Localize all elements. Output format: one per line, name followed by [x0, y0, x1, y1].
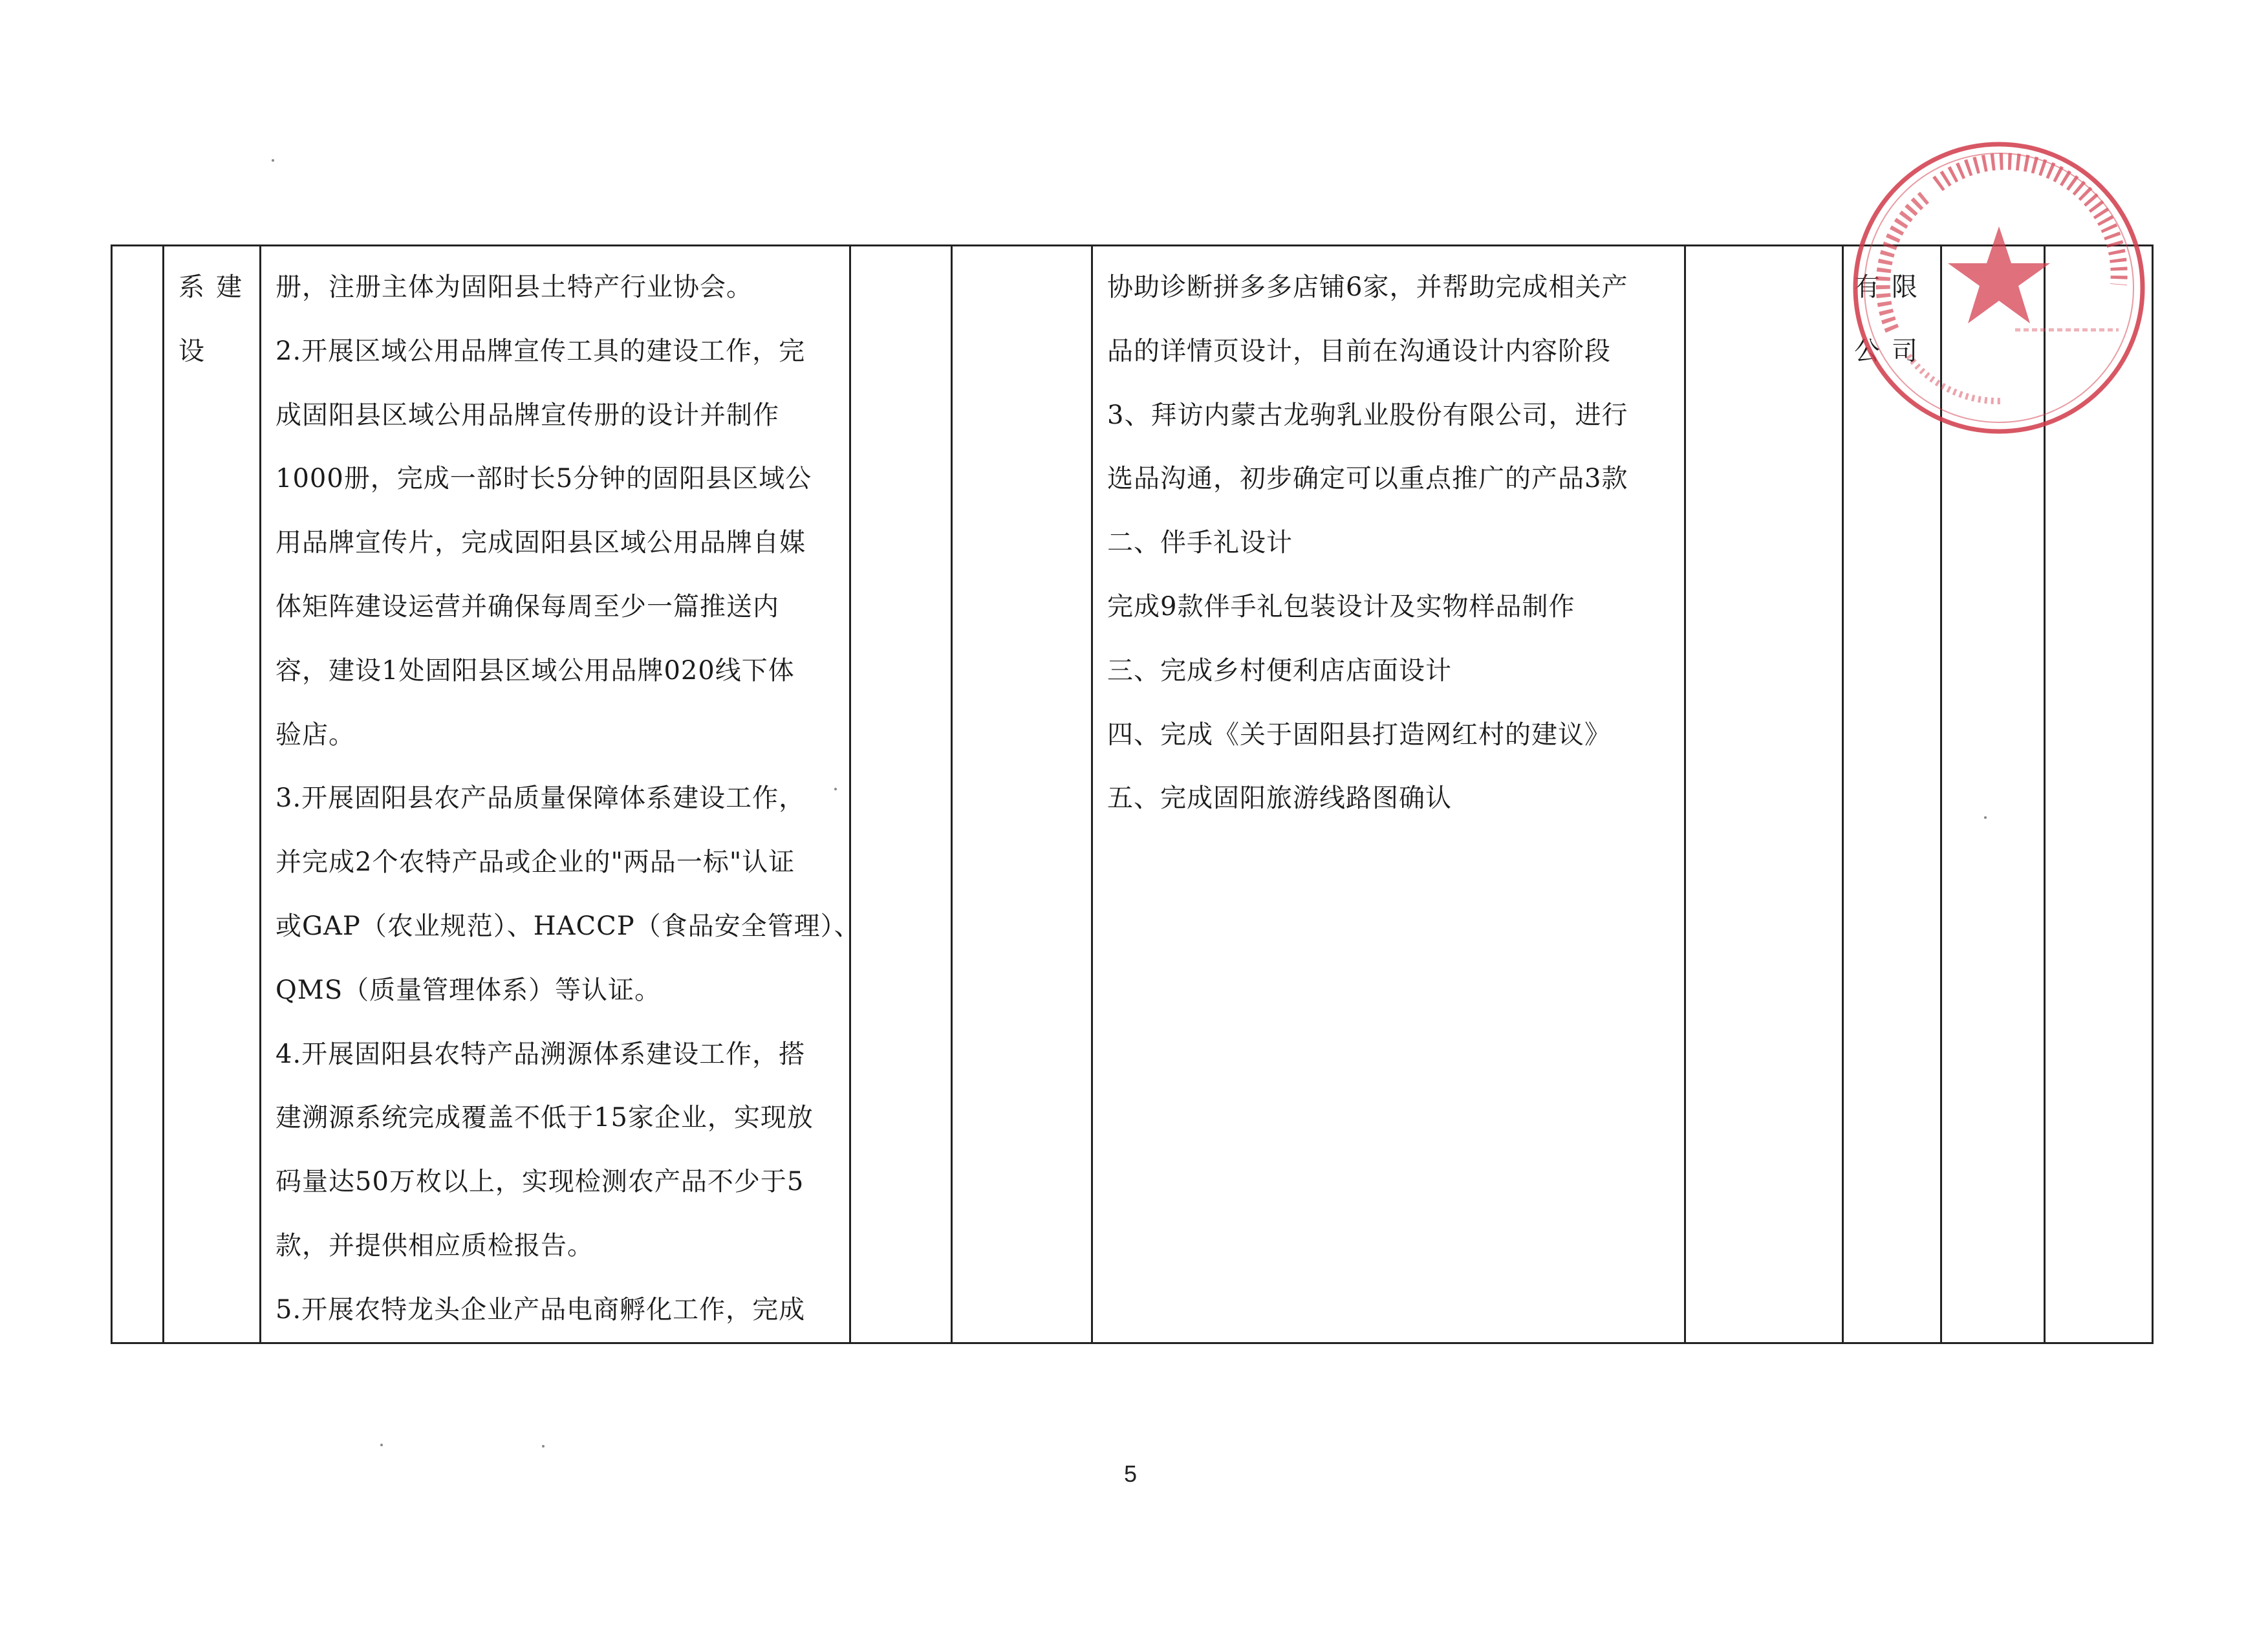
progress-line: 二、伴手礼设计 — [1107, 528, 1293, 558]
category-line: 设 — [178, 336, 216, 366]
task-line: QMS（质量管理体系）等认证。 — [275, 975, 662, 1005]
category-cell — [164, 246, 261, 1343]
task-line: 4.开展固阳县农特产品溯源体系建设工作，搭 — [275, 1039, 806, 1069]
empty-cell — [952, 246, 1092, 1343]
scan-speck — [272, 159, 274, 162]
progress-line: 协助诊断拼多多店铺6家，并帮助完成相关产 — [1107, 272, 1628, 302]
task-line: 验店。 — [275, 719, 355, 750]
category-line: 系建 — [178, 272, 254, 302]
task-line: 册，注册主体为固阳县土特产行业协会。 — [275, 272, 753, 302]
task-line: 1000册，完成一部时长5分钟的固阳县区域公 — [275, 464, 812, 494]
table-row — [112, 246, 2153, 1343]
unit-line: 有限 — [1854, 272, 1929, 302]
progress-line: 品的详情页设计，目前在沟通设计内容阶段 — [1107, 336, 1611, 366]
progress-cell — [1092, 246, 1685, 1343]
progress-line: 选品沟通，初步确定可以重点推广的产品3款 — [1107, 464, 1628, 494]
task-line: 款，并提供相应质检报告。 — [275, 1230, 594, 1261]
progress-line: 四、完成《关于固阳县打造网红村的建议》 — [1107, 719, 1611, 750]
task-line: 并完成2个农特产品或企业的"两品一标"认证 — [275, 847, 795, 878]
task-line: 或GAP（农业规范）、HACCP（食品安全管理）、 — [275, 911, 861, 941]
scan-speck — [1984, 816, 1987, 819]
scan-speck — [380, 1444, 383, 1446]
task-line: 2.开展区域公用品牌宣传工具的建设工作，完 — [275, 336, 806, 366]
task-line: 建溯源系统完成覆盖不低于15家企业，实现放 — [275, 1103, 814, 1133]
category-text — [164, 246, 259, 384]
empty-cell — [1685, 246, 1843, 1343]
progress-text — [1093, 246, 1684, 830]
unit-text — [1844, 246, 1940, 384]
task-line: 5.开展农特龙头企业产品电商孵化工作，完成 — [275, 1294, 806, 1325]
unit-line: 公司 — [1854, 336, 1929, 366]
unit-cell — [1843, 246, 1941, 1343]
task-line: 体矩阵建设运营并确保每周至少一篇推送内 — [275, 591, 779, 622]
empty-cell — [1941, 246, 2045, 1343]
empty-cell — [2045, 246, 2153, 1343]
page-number: 5 — [1123, 1460, 1138, 1487]
empty-cell — [850, 246, 952, 1343]
task-content-text — [261, 246, 861, 1342]
task-line: 码量达50万枚以上，实现检测农产品不少于5 — [275, 1167, 805, 1197]
task-line: 容，建设1处固阳县区域公用品牌020线下体 — [275, 655, 795, 686]
progress-line: 三、完成乡村便利店店面设计 — [1107, 655, 1452, 686]
scan-speck — [542, 1445, 545, 1448]
progress-line: 完成9款伴手礼包装设计及实物样品制作 — [1107, 591, 1575, 622]
task-line: 用品牌宣传片，完成固阳县区域公用品牌自媒 — [275, 528, 806, 558]
task-content-cell — [261, 246, 861, 1343]
task-line: 成固阳县区域公用品牌宣传册的设计并制作 — [275, 400, 779, 430]
progress-line: 五、完成固阳旅游线路图确认 — [1107, 783, 1452, 814]
index-cell — [112, 246, 164, 1343]
progress-line: 3、拜访内蒙古龙驹乳业股份有限公司，进行 — [1107, 400, 1628, 430]
scan-speck — [834, 788, 837, 790]
task-table — [111, 244, 2154, 1344]
task-line: 3.开展固阳县农产品质量保障体系建设工作， — [275, 783, 806, 814]
